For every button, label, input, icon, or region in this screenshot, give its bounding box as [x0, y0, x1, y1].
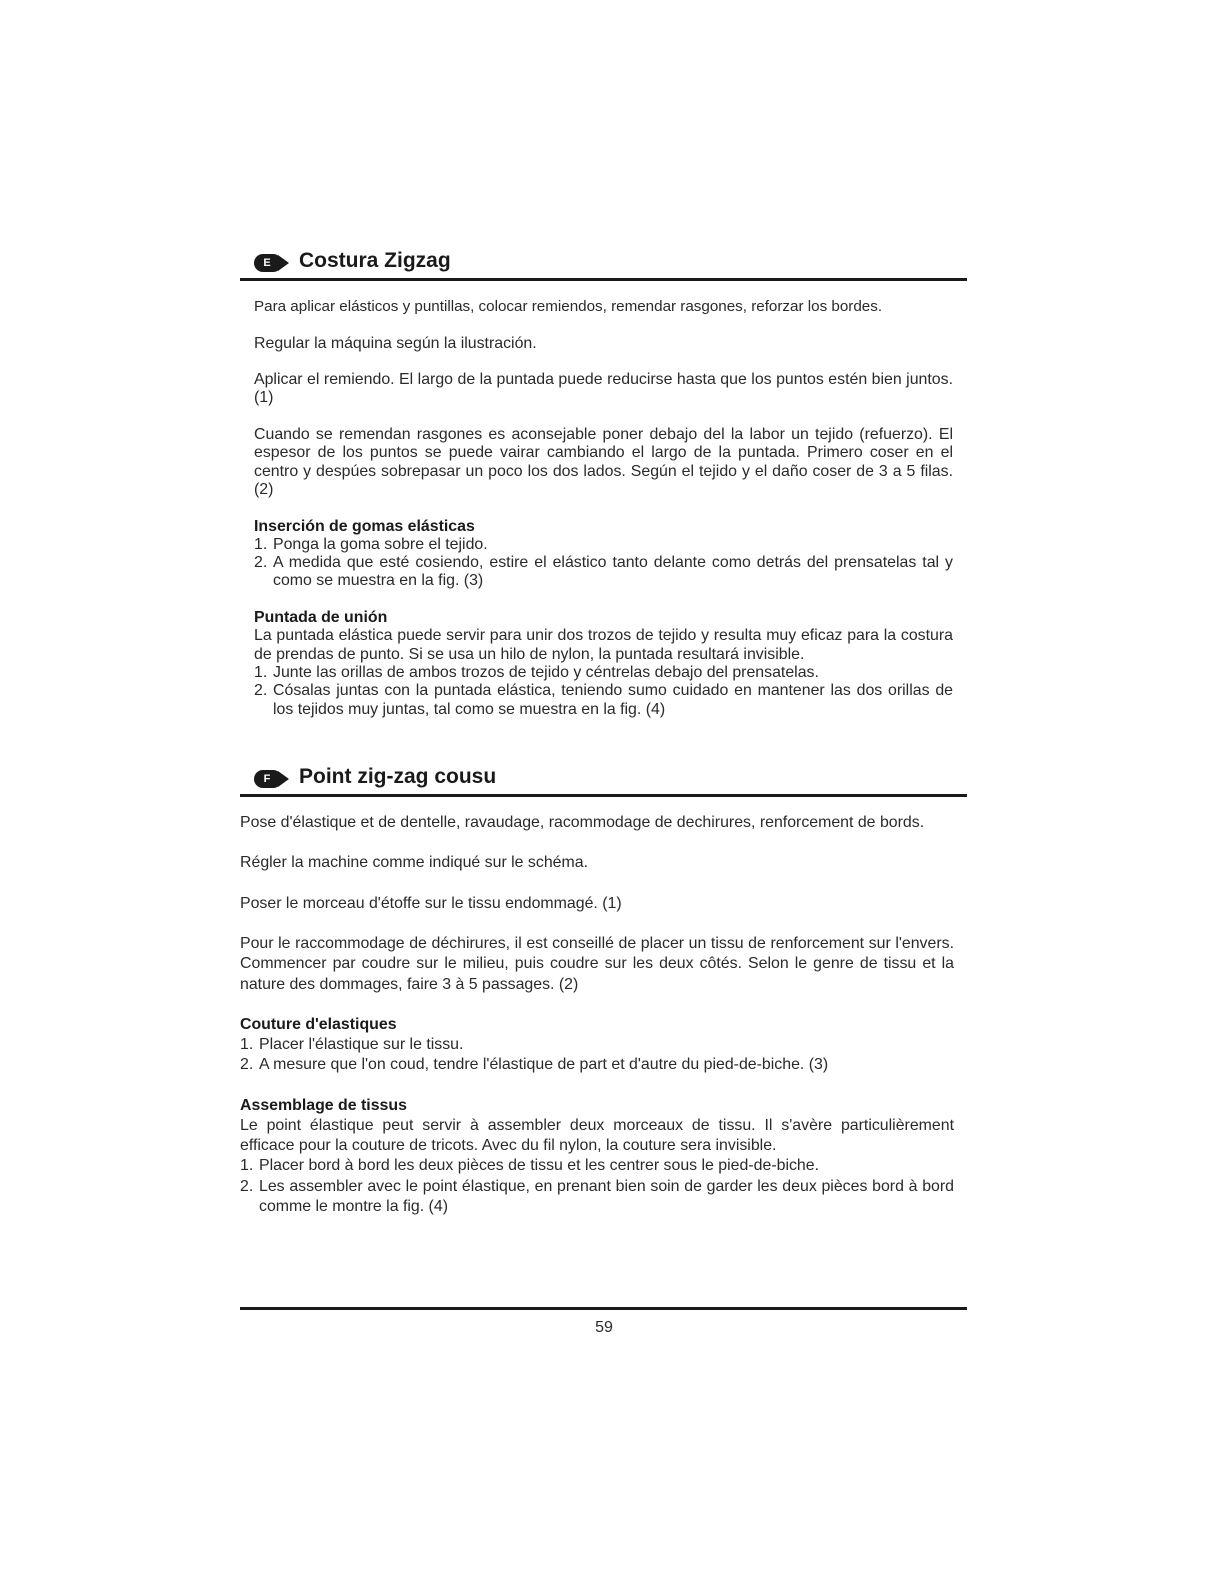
- section-header: [240, 764, 967, 797]
- paragraph: Aplicar el remiendo. El largo de la puntada puede reducirse hasta que los puntos estén bien juntos. (1): [254, 371, 953, 407]
- paragraph: Para aplicar elásticos y puntillas, colocar remiendos, remendar rasgones, reforzar los bordes.: [254, 298, 883, 315]
- language-badge-icon: [254, 770, 290, 788]
- paragraph: Cuando se remendan rasgones es aconsejable poner debajo del la labor un tejido (refuerzo). El espesor de los puntos se puede vairar cambiando el largo de la puntada. Primero coser en el centro y despúes sobrepasar un poco los dos lados. Según el tejido y el daño coser de 3 a 5 filas. (2): [254, 426, 953, 498]
- language-badge-letter: E: [263, 257, 271, 269]
- list-item: 1. Placer l'élastique sur le tissu.: [240, 1036, 464, 1054]
- page-number: 59: [595, 1319, 613, 1336]
- footer-divider: [240, 1307, 967, 1310]
- language-badge-letter: F: [263, 773, 271, 785]
- list-item: 1. Ponga la goma sobre el tejido.: [254, 535, 488, 553]
- paragraph: Pour le raccommodage de déchirures, il est conseillé de placer un tissu de renforcement sur l'envers. Commencer par coudre sur le milieu, puis coudre sur les deux côtés. Selon le genre de tissu et la nature des dommages, faire 3 à 5 passages. (2): [240, 935, 954, 993]
- subheading: Puntada de unión: [254, 609, 388, 627]
- paragraph: Regular la máquina según la ilustración.: [254, 334, 537, 352]
- numbered-list: [254, 664, 953, 719]
- subheading: Inserción de gomas elásticas: [254, 517, 475, 535]
- subheading: Assemblage de tissus: [240, 1096, 407, 1114]
- french-section: [240, 764, 967, 1215]
- list-item: 2. A mesure que l'on coud, tendre l'élastique de part et d'autre du pied-de-biche. (3): [240, 1056, 829, 1074]
- section-body: [254, 298, 953, 719]
- paragraph: Pose d'élastique et de dentelle, ravaudage, racommodage de dechirures, renforcement de bords.: [240, 814, 925, 831]
- list-item: 1. Junte las orillas de ambos trozos de tejido y céntrelas debajo del prensatelas.: [254, 663, 819, 681]
- list-item: 1. Placer bord à bord les deux pièces de tissu et les centrer sous le pied-de-biche.: [240, 1157, 820, 1175]
- language-badge-icon: [254, 254, 290, 272]
- section-body: [240, 813, 954, 1217]
- list-item: 2. A medida que esté cosiendo, estire el elástico tanto delante como detrás del prensatelas tal y como se muestra en la fig. (3): [254, 554, 953, 590]
- list-item: 2. Les assembler avec le point élastique, en prenant bien soin de garder les deux pièces bord à bord comme le montre la fig. (4): [240, 1177, 954, 1215]
- paragraph: La puntada elástica puede servir para unir dos trozos de tejido y resulta muy eficaz para la costura de prendas de punto. Si se usa un hilo de nylon, la puntada resultará invisible.: [254, 627, 953, 663]
- paragraph: Régler la machine comme indiqué sur le schéma.: [240, 854, 588, 872]
- list-item: 2. Cósalas juntas con la puntada elástica, teniendo sumo cuidado en mantener las dos orillas de los tejidos muy juntas, tal como se muestra en la fig. (4): [254, 682, 953, 718]
- section-title: Costura Zigzag: [299, 249, 451, 272]
- paragraph: Le point élastique peut servir à assembler deux morceaux de tissu. Il s'avère particulièrement efficace pour la couture de tricots. Avec du fil nylon, la couture sera invisible.: [240, 1116, 954, 1155]
- paragraph: Poser le morceau d'étoffe sur le tissu endommagé. (1): [240, 894, 622, 912]
- spanish-section: [240, 248, 967, 718]
- numbered-list: [254, 536, 953, 591]
- section-title: Point zig-zag cousu: [299, 765, 497, 788]
- numbered-list: [240, 1156, 954, 1217]
- subheading: Couture d'elastiques: [240, 1015, 397, 1033]
- numbered-list: [240, 1035, 954, 1075]
- section-header: [240, 248, 967, 281]
